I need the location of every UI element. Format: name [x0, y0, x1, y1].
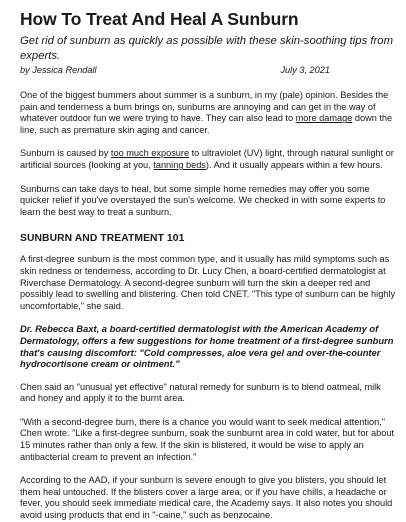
- paragraph-second-degree: "With a second-degree burn, there is a chance you would want to seek medical attention," Chen wrote. "Like a first-degree sunburn, soak the sunburnt area in cold water, but for about 15 minutes rather than only a few. If the skin is blistered, it would be wise to apply an antibacterial cream to prevent an infection.": [20, 416, 395, 462]
- article-title: How To Treat And Heal A Sunburn: [20, 9, 299, 29]
- paragraph-text: ). And it usually appears within a few hours.: [205, 159, 383, 170]
- paragraph-aad: According to the AAD, if your sunburn is severe enough to give you blisters, you should let them heal untouched. If the blisters cover a large area, or if you have chills, a headache or fever, you should seek immediate medical care, the Academy says. It also notes you should avoid using products that end in "-caine," such as benzocaine.: [20, 475, 393, 521]
- section-heading: SUNBURN AND TREATMENT 101: [20, 233, 185, 245]
- tanning-beds-link[interactable]: tanning beds: [153, 159, 206, 170]
- more-damage-link[interactable]: more damage: [295, 113, 353, 124]
- paragraph-text: One of the biggest bummers about summer is a sunburn, in my (pale) opinion. Besides the pain and tenderness a burn brings on, sunburns are annoying and can get in the way of whatever outdoor fun we were trying to have. They can also lead to: [20, 90, 389, 124]
- byline: [20, 64, 330, 76]
- author: by Jessica Rendall: [20, 65, 97, 75]
- article-subtitle: Get rid of sunburn as quickly as possible with these skin-soothing tips from experts.: [20, 35, 393, 62]
- article: [20, 8, 396, 522]
- paragraph-text: Sunburn is caused by: [20, 148, 111, 159]
- paragraph-text: down the line, such as premature skin aging and cancer.: [20, 113, 393, 135]
- paragraph-intro: [20, 90, 396, 136]
- paragraph-first-degree: A first-degree sunburn is the most common type, and it usually has mild symptoms such as skin redness or tenderness, according to Dr. Lucy Chen, a board-certified dermatologist at Riverchase Dermatology. A second-degree sunburn will turn the skin a deeper red and possibly lead to swelling and blistering. Chen told CNET. "This type of sunburn can be highly uncomfortable," she said.: [20, 254, 396, 311]
- paragraph-cause: [20, 148, 396, 171]
- paragraph-text: to ultraviolet (UV) light, through natural sunlight or artificial sources (looking at you,: [20, 148, 394, 170]
- pull-quote: Dr. Rebecca Baxt, a board-certified dermatologist with the American Academy of Dermatology, offers a few suggestions for home treatment of a first-degree sunburn that's causing discomfort: "Cold compresses, aloe vera gel and over-the-counter hydrocortisone cream or ointment.": [20, 323, 394, 370]
- too-much-exposure-link[interactable]: too much exposure: [110, 148, 190, 159]
- paragraph-remedies: Sunburns can take days to heal, but some simple home remedies may offer you some quicker relief if you've overstayed the sun's welcome. We checked in with some experts to learn the best way to treat a sunburn.: [20, 183, 386, 217]
- publish-date: July 3, 2021: [280, 65, 330, 75]
- paragraph-oatmeal: Chen said an "unusual yet effective" natural remedy for sunburn is to blend oatmeal, milk and honey and apply it to the burnt area.: [20, 381, 381, 404]
